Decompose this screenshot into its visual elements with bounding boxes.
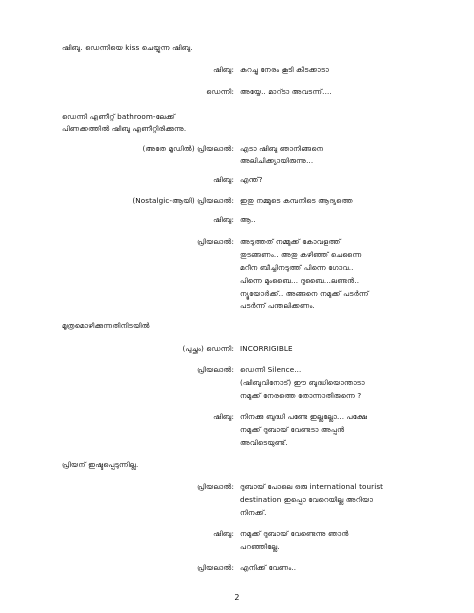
dialogue-line: അവിടെയുണ്ട്.: [240, 438, 288, 447]
dialogue-line: എനിക്ക് വേണം..: [240, 563, 297, 572]
dialogue-line: അലിചിക്ക്യായിരുന്നു...: [240, 156, 314, 165]
dialogue-line: എടാ ഷിബു ഞാനിങ്ങനെ: [240, 144, 324, 153]
speaker: ഷിബു:: [213, 175, 234, 184]
dialogue-line: കുറച്ചു നേരം കൂടി കിടക്കാടാ: [240, 65, 329, 74]
action-line: പിണക്കത്തിൽ ഷിബു എണീറ്റിരിക്കുന്നു.: [62, 124, 187, 133]
action-line: പ്രിയന് ഇഷ്ടപ്പെടുന്നില്ല.: [62, 460, 139, 469]
speaker: (പുച്ഛം) ഡെന്നി:: [182, 344, 234, 353]
dialogue-line: പിന്നെ മുംബൈ... ദുബൈ...ലണ്ടൻ..: [240, 276, 360, 285]
speaker: ഷിബു:: [213, 65, 234, 74]
dialogue-line: നമുക്ക് ദുബായ് വേണ്ടെന്നു ഞാൻ: [240, 529, 349, 538]
speaker: പ്രിയലാൽ:: [197, 482, 234, 491]
dialogue-line: നമുക്ക് ദുബായ് വേണ്ടടാ അപ്പൻ: [240, 425, 345, 434]
speaker: ഷിബു:: [213, 529, 234, 538]
dialogue-line: മറീന ബീച്ചിനടുത്ത് പിന്നെ ഗോവ..: [240, 263, 354, 272]
dialogue-line: (ഷിബുവിനോട്) ഈ ബുദ്ധിയൊന്താടാ: [240, 378, 365, 387]
dialogue-line: തുടങ്ങണം.. അതു കഴിഞ്ഞ് ചെന്നൈ: [240, 250, 362, 259]
speaker: ഷിബു:: [213, 215, 234, 224]
dialogue-line: അയ്യേ.. മാറ്ടാ അവടന്ന്....: [240, 87, 332, 96]
dialogue-line: ദുബായ് പോലെ ഒരു international tourist: [240, 482, 384, 491]
page-number: 2: [234, 593, 240, 602]
dialogue-line: എന്ത്?: [240, 175, 263, 184]
dialogue-line: നിനക്കു ബുദ്ധി പണ്ടേ ഇല്ലല്ലോ... പക്ഷേ: [240, 412, 368, 421]
speaker: ഡെന്നി:: [206, 87, 234, 96]
action-line: മൂത്രമൊഴിക്കുന്നതിനിടയിൽ: [62, 321, 150, 330]
dialogue-line: അടുത്തത് നമ്മുക്ക് കോവളത്ത്: [240, 237, 341, 246]
dialogue-line: നമുക്ക് നേരത്തെ തോന്നാതിരുന്നെ ?: [240, 391, 362, 400]
dialogue-line: destination ഇപ്പൊ വേറെയില്ല അറിയാ: [240, 495, 373, 504]
speaker: പ്രിയലാൽ:: [197, 563, 234, 572]
speaker: ഷിബു:: [213, 412, 234, 421]
action-line: ഷിബു. ഡെന്നിയെ kiss ചെയ്യുന്ന ഷിബു.: [62, 43, 193, 52]
dialogue-line: ഡെന്നി Silence...: [240, 365, 302, 374]
dialogue-line: ഇതു നമ്മുടെ കമ്പനിടെ ആദ്യത്തെ: [240, 196, 353, 205]
dialogue-line: INCORRIGIBLE: [240, 344, 293, 353]
speaker: (അതേ മൂഡിൽ) പ്രിയലാൽ:: [142, 144, 234, 153]
dialogue-line: ആ..: [240, 215, 256, 224]
speaker: (Nostalgic-ആയി) പ്രിയലാൽ:: [132, 196, 234, 205]
dialogue-line: പടർന്ന് പന്തലിക്കണം.: [240, 301, 315, 310]
speaker: പ്രിയലാൽ:: [197, 365, 234, 374]
action-line: ഡെന്നി എണീറ്റ് bathroom-ലേക്ക്: [62, 112, 176, 121]
dialogue-line: പറഞ്ഞില്ലേ.: [240, 542, 280, 551]
dialogue-line: നിനക്ക്.: [240, 508, 267, 517]
speaker: പ്രിയലാൽ:: [197, 237, 234, 246]
dialogue-line: ന്യൂയോർക്ക്.. അങ്ങനെ നമുക്ക് പടർന്ന്: [240, 289, 369, 298]
